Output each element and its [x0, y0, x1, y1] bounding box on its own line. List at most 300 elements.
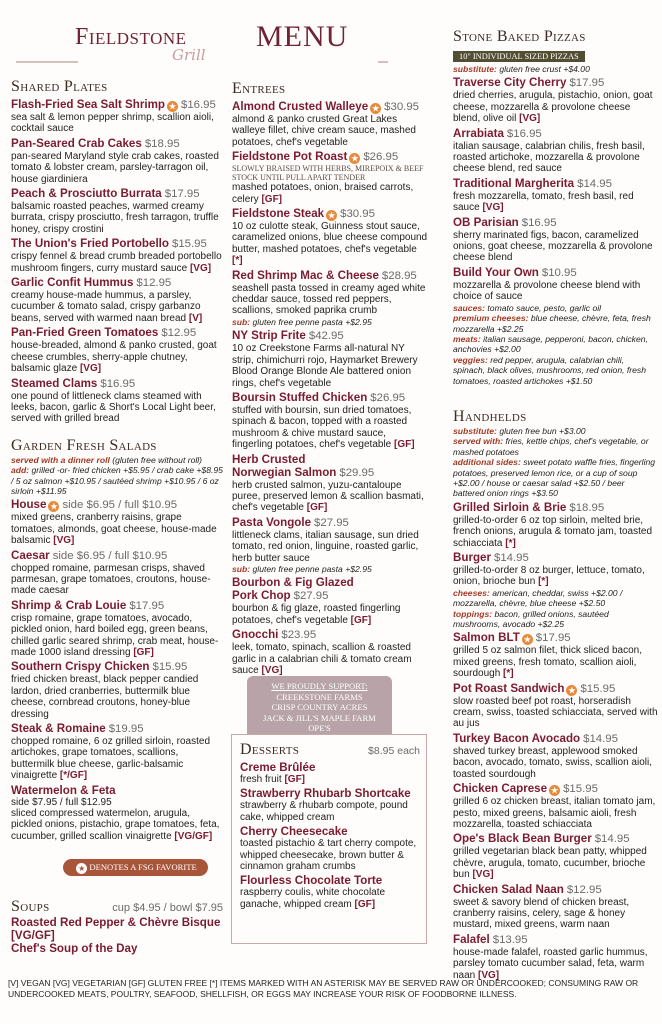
item-heading: [11, 549, 223, 563]
item-price: $17.95: [164, 188, 200, 201]
item-price: $15.95: [172, 238, 207, 251]
menu-title: MENU: [256, 20, 349, 53]
item-description-text: seashell pasta tossed in creamy aged white cheddar sauce, tossed red peppers, scallions, smoked paprika crumb: [232, 282, 426, 317]
menu-item: [232, 150, 428, 205]
item-price: $17.95: [535, 632, 571, 645]
menu-item: [453, 216, 658, 264]
item-price: $19.95: [108, 723, 144, 736]
item-name-line2: Norwegian Salmon: [232, 465, 337, 479]
item-name: Boursin Stuffed Chicken: [232, 390, 368, 404]
brand-script: Grill: [172, 46, 206, 64]
item-name: House: [11, 498, 47, 512]
salads-title: Garden Fresh Salads: [11, 436, 157, 454]
item-description-text: crispy fennel & bread crumb breaded portobello mushroom fingers, curry mustard sauce: [11, 251, 222, 274]
item-description: [232, 405, 428, 451]
dietary-tag: [VG]: [472, 869, 494, 881]
item-heading: [453, 883, 658, 897]
item-name: Traverse City Cherry: [453, 76, 567, 90]
dietary-tag: [*]: [232, 255, 243, 267]
item-description-text: raspberry coulis, white chocolate ganache, whipped cream: [240, 887, 386, 910]
item-name: Flourless Chocolate Torte: [240, 874, 383, 888]
item-name: Fieldstone Pot Roast: [232, 150, 348, 164]
item-price: $28.95: [381, 269, 417, 282]
item-name: Cherry Cheesecake: [240, 825, 348, 839]
item-price: $14.95: [583, 732, 618, 745]
item-price: $17.95: [129, 599, 165, 612]
item-description: [232, 114, 428, 148]
desserts-box: [231, 734, 427, 944]
item-description-text: fresh fruit: [240, 774, 282, 785]
right-column: [453, 28, 658, 981]
menu-item: [240, 787, 420, 823]
item-description: [240, 838, 420, 872]
dietary-tag: [GF]: [261, 193, 283, 205]
item-name: OB Parisian: [453, 215, 519, 229]
menu-item: [232, 329, 428, 389]
item-description-text: sherry marinated figs, bacon, caramelized onions, goat cheese, mozzarella & provolone cheese blend: [453, 229, 653, 264]
item-heading: [11, 98, 223, 112]
item-name: Pot Roast Sandwich: [453, 681, 565, 695]
item-name: Grilled Sirloin & Brie: [453, 500, 567, 514]
item-heading: [11, 237, 223, 251]
menu-item: [232, 391, 428, 451]
sub-label: sub:: [232, 316, 251, 327]
item-description: [453, 947, 658, 981]
item-price: $16.95: [100, 377, 136, 390]
item-price: $26.95: [370, 391, 406, 404]
item-description-text: strawberry & rhubarb compote, pound cake, whipped cream: [240, 800, 408, 823]
item-description-text: toasted pistachio & tart cherry compote, whipped cheesecake, brown butter & cinnamon graham crumbs: [240, 838, 417, 873]
item-heading: [453, 216, 658, 230]
item-heading: [232, 453, 428, 480]
sub-label: sub:: [232, 563, 251, 574]
item-name: Traditional Margherita: [453, 176, 575, 190]
item-description: [453, 141, 658, 175]
dietary-tag: [GF]: [306, 502, 328, 514]
menu-item: [453, 883, 658, 931]
item-description-text: 10 oz culotte steak, Guinness stout sauce, caramelized onions, blue cheese compound butter, mashed potatoes, chef's vegetable: [232, 221, 428, 255]
item-name: Caesar: [11, 548, 50, 562]
item-name: Chicken Salad Naan: [453, 882, 564, 896]
item-description-text: house-made falafel, roasted garlic hummus, parsley tomato cucumber salad, feta, warm naan: [453, 946, 648, 981]
extra-text: american, cheddar, swiss +$2.00 / mozzarella, chèvre, blue cheese +$2.50: [453, 587, 623, 609]
menu-item: [11, 498, 223, 546]
handheld-note: [453, 436, 658, 457]
handhelds-notes: [453, 426, 658, 499]
menu-item: [11, 722, 223, 782]
note-text: sweet potato waffle fries, fingerling potatoes, preserved lemon rice, or a cup of soup +$2.00 / house or caesar salad +$2.50 / beer battered onion rings +$3.50: [453, 457, 656, 499]
item-heading: [232, 269, 428, 283]
item-heading: [240, 761, 420, 774]
menu-item: [11, 137, 223, 185]
option-label: veggies:: [453, 354, 488, 365]
item-price: $42.95: [308, 330, 344, 343]
item-heading: [11, 784, 223, 797]
menu-item: [453, 76, 658, 124]
item-name: Fieldstone Steak: [232, 207, 325, 221]
star-icon: ★: [568, 685, 576, 695]
note-label: additional sides:: [453, 457, 521, 468]
item-price: $23.95: [281, 629, 317, 642]
dietary-tag: [VG]: [53, 535, 75, 547]
item-description-text: grilled-to-order 6 oz top sirloin, melted brie, french onions, arugula & tomato jam, toasted schiacciata: [453, 514, 653, 549]
menu-item: [11, 326, 223, 374]
option-text: tomato sauce, pesto, garlic oil: [487, 302, 602, 313]
item-price: $16.95: [506, 127, 542, 140]
menu-item: [11, 599, 223, 659]
item-description: [11, 201, 223, 235]
item-description-text: grilled 5 oz salmon filet, thick sliced bacon, mixed greens, fresh tomato, scallion aioli, sourdough: [453, 645, 642, 680]
item-description-text: house-breaded, almond & panko crusted, goat cheese crumbles, sherry-apple chutney, balsamic glaze: [11, 340, 217, 375]
menu-item: [232, 628, 428, 676]
dietary-tag: [VG]: [519, 113, 541, 125]
pizza-substitute-text: gluten free crust +$4.00: [499, 64, 590, 74]
shared-plates-list: [11, 98, 223, 425]
item-price: $29.95: [339, 466, 375, 479]
item-heading: [232, 576, 428, 603]
item-price: $12.95: [566, 883, 602, 896]
star-icon: ★: [168, 102, 177, 111]
dietary-tag: [GF]: [350, 614, 372, 626]
star-icon: ★: [372, 104, 380, 113]
dietary-tag: [*/GF]: [59, 770, 88, 782]
option-label: meats:: [453, 333, 481, 344]
option-label: premium cheeses:: [453, 313, 529, 324]
soups-section: [11, 898, 223, 955]
soups-price: cup $4.95 / bowl $7.95: [112, 902, 223, 914]
pizza-substitute: [453, 64, 658, 74]
item-extra-note: [453, 609, 658, 630]
item-price: $10.95: [541, 266, 577, 279]
entrees-list: [232, 100, 428, 676]
middle-column: [232, 80, 428, 676]
left-column: [11, 78, 223, 842]
dietary-tag: [VG]: [261, 665, 283, 676]
menu-header: [60, 18, 400, 66]
item-description: [453, 897, 658, 931]
item-description-text: leek, tomato, spinach, scallion & roasted garlic in a calabrian chili & tomato cream sauce: [232, 642, 412, 676]
item-description-text: littleneck clams, italian sausage, sun dried tomato, red onion, linguine, roasted garlic, herb butter sauce: [232, 529, 419, 564]
served-with-label: served with a dinner roll: [11, 454, 110, 465]
item-heading: [11, 276, 223, 290]
menu-item: [11, 660, 223, 720]
item-name: Steamed Clams: [11, 376, 98, 390]
pizzas-list: [453, 76, 658, 302]
item-price: $30.95: [340, 208, 375, 221]
item-price: $15.95: [152, 661, 188, 674]
pizza-size-badge: 10" INDIVIDUAL SIZED PIZZAS: [453, 51, 585, 62]
item-heading: [240, 787, 420, 800]
entrees-title: Entrees: [232, 80, 286, 97]
pizza-substitute-label: substitute:: [453, 64, 497, 74]
item-price: side $6.95 / full $10.95: [52, 549, 168, 562]
item-name: Salmon BLT: [453, 631, 520, 645]
item-description: [11, 290, 223, 324]
item-description: [11, 512, 223, 546]
support-heading: WE PROUDLY SUPPORT:: [271, 681, 368, 691]
soup-name: Roasted Red Pepper & Chèvre Bisque: [11, 916, 221, 929]
item-price: $18.95: [144, 137, 180, 150]
soup-item: [11, 942, 223, 955]
menu-item: [232, 269, 428, 328]
item-heading: [453, 501, 658, 515]
dietary-tag: [VG]: [189, 262, 212, 274]
soups-title: Soups: [11, 898, 50, 915]
item-description-text: almond & panko crusted Great Lakes walleye fillet, chive cream sauce, mashed potatoes, chef's vegetable: [232, 114, 416, 148]
item-heading: [11, 660, 223, 674]
item-price: side $6.95 / full $10.95: [62, 499, 178, 512]
menu-item: [453, 127, 658, 175]
handheld-note: [453, 457, 658, 499]
menu-item: [240, 825, 420, 872]
item-price: $18.95: [569, 501, 605, 514]
menu-item: [453, 266, 658, 303]
pizza-option: [453, 355, 658, 386]
menu-item: [453, 933, 658, 981]
desserts-title: Desserts: [240, 741, 300, 758]
item-name: Southern Crispy Chicken: [11, 660, 150, 674]
item-heading: [453, 933, 658, 947]
item-description-text: pan-seared Maryland style crab cakes, roasted tomato & lobster cream, parsley-tarragon oil, house giardiniera: [11, 150, 219, 185]
menu-item: [11, 377, 223, 425]
item-description-text: mashed potatoes, onion, braised carrots, celery: [232, 182, 414, 205]
fsg-badge-text: DENOTES A FSG FAVORITE: [89, 862, 197, 872]
item-description: [240, 887, 420, 910]
item-price: $26.95: [363, 151, 399, 164]
soup-name: Chef's Soup of the Day: [11, 942, 138, 955]
item-description: [11, 808, 223, 842]
item-description-text: bourbon & fig glaze, roasted fingerling potatoes, chef's vegetable: [232, 603, 401, 626]
item-heading: [453, 177, 658, 191]
item-name: Watermelon & Feta: [11, 783, 116, 797]
item-name: NY Strip Frite: [232, 329, 306, 343]
item-heading: [453, 127, 658, 141]
item-name: Build Your Own: [453, 265, 539, 279]
item-name: Red Shrimp Mac & Cheese: [232, 268, 379, 282]
item-heading: [453, 266, 658, 280]
menu-item: [11, 187, 223, 235]
item-name: Chicken Caprese: [453, 782, 548, 796]
item-description-text: fried chicken breast, black pepper candied lardon, dried cranberries, buttermilk blue cheese, cornbread croutons, honey-blue dressing: [11, 674, 199, 720]
item-name: The Union's Fried Portobello: [11, 237, 169, 251]
item-price: $13.95: [492, 933, 528, 946]
fsg-favorite-badge: [63, 859, 208, 876]
dietary-tag: [VG]: [79, 363, 102, 375]
item-description-text: italian sausage, calabrian chilis, fresh basil, roasted artichoke, mozzarella & provolone cheese blend, red sauce: [453, 140, 645, 175]
item-price: $16.95: [521, 216, 557, 229]
handhelds-list: [453, 501, 658, 981]
add-label: add:: [11, 465, 30, 476]
item-price: $12.95: [161, 327, 197, 340]
item-description-text: crisp romaine, grape tomatoes, avocado, pickled onion, hard boiled egg, green beans, chilled garlic seared shrimp, crab meat, house-made 1000 island dressing: [11, 612, 219, 658]
pizza-option: [453, 313, 658, 334]
item-name: Falafel: [453, 932, 490, 946]
dietary-tag: [GF]: [284, 774, 306, 785]
soup-item: [11, 916, 223, 942]
dietary-tag: [GF]: [133, 647, 154, 658]
pizzas-title: Stone Baked Pizzas: [453, 28, 586, 45]
menu-item: [11, 549, 223, 597]
item-name: Arrabiata: [453, 126, 504, 140]
menu-item: [11, 784, 223, 843]
handhelds-title: Handhelds: [453, 407, 527, 425]
item-price: $15.95: [580, 682, 616, 695]
item-heading: [453, 76, 658, 90]
item-description-text: grilled-to-order 8 oz burger, lettuce, tomato, onion, brioche bun: [453, 565, 645, 588]
menu-item: [453, 551, 658, 629]
soups-list: [11, 916, 223, 955]
item-description-text: sweet & savory blend of chicken breast, cranberry raisins, celery, sage & honey mustard, mixed greens, warm naan: [453, 896, 630, 931]
item-description-text: sea salt & lemon pepper shrimp, scallion aioli, cocktail sauce: [11, 112, 214, 135]
menu-item: [453, 501, 658, 549]
item-description: [453, 645, 658, 679]
item-description: [453, 230, 658, 264]
item-description: [453, 696, 658, 730]
option-text: italian sausage, pepperoni, bacon, chicken, anchovies +$2.00: [453, 333, 648, 355]
menu-item: [453, 782, 658, 830]
item-description: [232, 221, 428, 267]
item-description-text: one pound of littleneck clams steamed with leeks, bacon, garlic & Short's Local Light beer, served with grilled bread: [11, 390, 216, 425]
item-description: [453, 515, 658, 549]
option-text: blue cheese, chèvre, feta, fresh mozzarella +$2.25: [453, 313, 651, 334]
desserts-list: [240, 761, 420, 910]
item-extra-note: [453, 588, 658, 609]
menu-item: [453, 177, 658, 214]
item-description: [240, 774, 420, 785]
star-icon: ★: [351, 154, 359, 164]
menu-item: [232, 453, 428, 514]
item-description: [11, 251, 223, 274]
item-description-text: mixed greens, cranberry raisins, grape tomatoes, almonds, goat cheese, house-made balsamic: [11, 512, 217, 547]
item-description: [11, 151, 223, 185]
menu-item: [232, 516, 428, 575]
item-price: $16.95: [180, 99, 216, 111]
item-description-text: grilled 6 oz chicken breast, italian tomato jam, pesto, mixed greens, balsamic aioli, fresh mozzarella, toasted schiacciata: [453, 796, 656, 830]
support-line: JACK & JILL'S MAPLE FARM: [263, 712, 376, 723]
item-name: Strawberry Rhubarb Shortcake: [240, 787, 411, 801]
dietary-tag: [*]: [538, 576, 549, 588]
item-price: $14.95: [594, 833, 630, 846]
item-description: [232, 530, 428, 564]
menu-item: [232, 100, 428, 148]
item-description: [453, 90, 658, 124]
salads-add-ons: [11, 465, 223, 496]
brand-name: Fieldstone: [75, 24, 187, 50]
dietary-tag: [GF]: [394, 439, 415, 451]
item-heading: [453, 732, 658, 746]
served-with-rest: (gluten free without roll): [112, 454, 203, 465]
item-name: Ope's Black Bean Burger: [453, 832, 592, 846]
star-icon: ★: [78, 864, 86, 873]
item-price: $17.95: [569, 77, 605, 90]
item-heading: [11, 599, 223, 613]
item-price: $27.95: [293, 590, 329, 603]
item-heading: [232, 150, 428, 164]
add-text: grilled -or- fried chicken +$5.95 / crab cake +$8.95 / 5 oz salmon +$10.95 / sautéed shrimp +$10.95 / 6 oz sirloin +$11.95: [11, 465, 223, 496]
item-heading: [11, 137, 223, 151]
item-description-text: shaved turkey breast, applewood smoked bacon, avocado, tomato, swiss, scallion aioli, toasted sourdough: [453, 745, 652, 780]
item-prep-note: SLOWLY BRAISED WITH HERBS, MIREPOIX & BEEF STOCK UNTIL PULL APART TENDER: [232, 164, 424, 183]
item-description: [453, 280, 658, 303]
item-price: $30.95: [384, 101, 419, 113]
item-description-text: 10 oz Creekstone Farms all-natural NY strip, chimichurri rojo, Haymarket Brewery Blood Orange Blonde Ale battered onion rings, chef's vegetable: [232, 343, 418, 389]
item-name: Pan-Fried Green Tomatoes: [11, 326, 159, 340]
menu-item: [11, 98, 223, 135]
item-heading: [453, 782, 658, 796]
item-description-text: mozzarella & provolone cheese blend with choice of sauce: [453, 279, 641, 303]
sub-text: gluten free penne pasta +$2.95: [252, 316, 372, 327]
item-heading: [11, 377, 223, 391]
pizza-options: [453, 303, 658, 386]
desserts-price: $8.95 each: [368, 745, 420, 757]
star-icon: ★: [551, 786, 559, 796]
item-heading: [453, 551, 658, 565]
salads-served-with: [11, 455, 223, 465]
item-heading: [232, 207, 428, 221]
item-heading: [453, 682, 658, 696]
item-heading: [232, 100, 428, 114]
menu-item: [453, 631, 658, 679]
item-description: [11, 736, 223, 782]
item-description: [232, 343, 428, 389]
item-description: [11, 112, 223, 135]
dietary-tag: [VG/GF]: [174, 830, 213, 842]
item-description-text: sliced compressed watermelon, arugula, pickled onions, pistachio, grape tomatoes, feta, cucumber, grilled scallion vinaigrette: [11, 808, 220, 842]
item-description: [232, 603, 428, 626]
menu-item: [11, 237, 223, 274]
item-name: Pasta Vongole: [232, 515, 312, 529]
star-icon: ★: [523, 635, 531, 645]
item-description: [232, 182, 428, 205]
item-description: [453, 746, 658, 780]
item-sub-note: [232, 317, 428, 327]
item-heading: [240, 874, 420, 887]
option-label: sauces:: [453, 302, 486, 313]
item-description-text: stuffed with boursin, sun dried tomatoes, spinach & bacon, topped with a roasted mushroom & chive mustard sauce, fingerling potatoes, chef's vegetable: [232, 404, 412, 451]
item-name: Peach & Prosciutto Burrata: [11, 187, 162, 201]
allergen-footer: [V] VEGAN [VG] VEGETARIAN [GF] GLUTEN FREE [*] ITEMS MARKED WITH AN ASTERISK MAY BE SERVED RAW OR UNDERCOOKED; CONSUMING RAW OR UNDERCOOKED MEATS, POULTRY, SEAFOOD, SHELLFISH, OR EGGS MAY INCREASE YOUR RISK OF FOODBORNE ILLNESS.: [8, 978, 639, 999]
item-name: Pan-Seared Crab Cakes: [11, 136, 142, 150]
item-description: [453, 846, 658, 880]
item-price-line: side $7.95 / full $12.95: [11, 796, 112, 808]
item-description: [11, 613, 223, 659]
item-heading: [11, 722, 223, 736]
dietary-tag: [VG/GF]: [11, 929, 55, 942]
support-line: CREEKSTONE FARMS: [276, 691, 363, 702]
note-text: fries, kettle chips, chef's vegetable, or mashed potatoes: [453, 436, 649, 457]
item-name: Bourbon & Fig Glazed: [232, 576, 354, 590]
item-name: Gnocchi: [232, 628, 279, 642]
item-heading: [11, 187, 223, 201]
item-description: [232, 480, 428, 514]
menu-item: [232, 207, 428, 267]
menu-item: [453, 732, 658, 780]
support-line: OPE'S: [308, 723, 331, 734]
item-price: $15.95: [563, 783, 598, 796]
item-heading: [453, 832, 658, 846]
item-sub-note: [232, 564, 428, 574]
item-name: Flash-Fried Sea Salt Shrimp: [11, 98, 165, 111]
item-price: $27.95: [314, 516, 349, 529]
menu-item: [453, 832, 658, 880]
item-description-text: grilled vegetarian black bean patty, whipped chèvre, arugula, tomato, cucumber, brioche bun: [453, 846, 647, 881]
option-text: red pepper, arugula, calabrian chili, spinach, black olives, mushrooms, red onion, fresh tomatoes, roasted artichokes +$1.50: [453, 354, 646, 386]
item-name: Steak & Romaine: [11, 722, 106, 736]
item-description-text: chopped romaine, parmesan crisps, shaved parmesan, grape tomatoes, croutons, house-made caesar: [11, 562, 211, 597]
item-name-line2: Pork Chop: [232, 589, 291, 603]
item-name: Turkey Bacon Avocado: [453, 731, 581, 745]
item-heading: [232, 628, 428, 642]
